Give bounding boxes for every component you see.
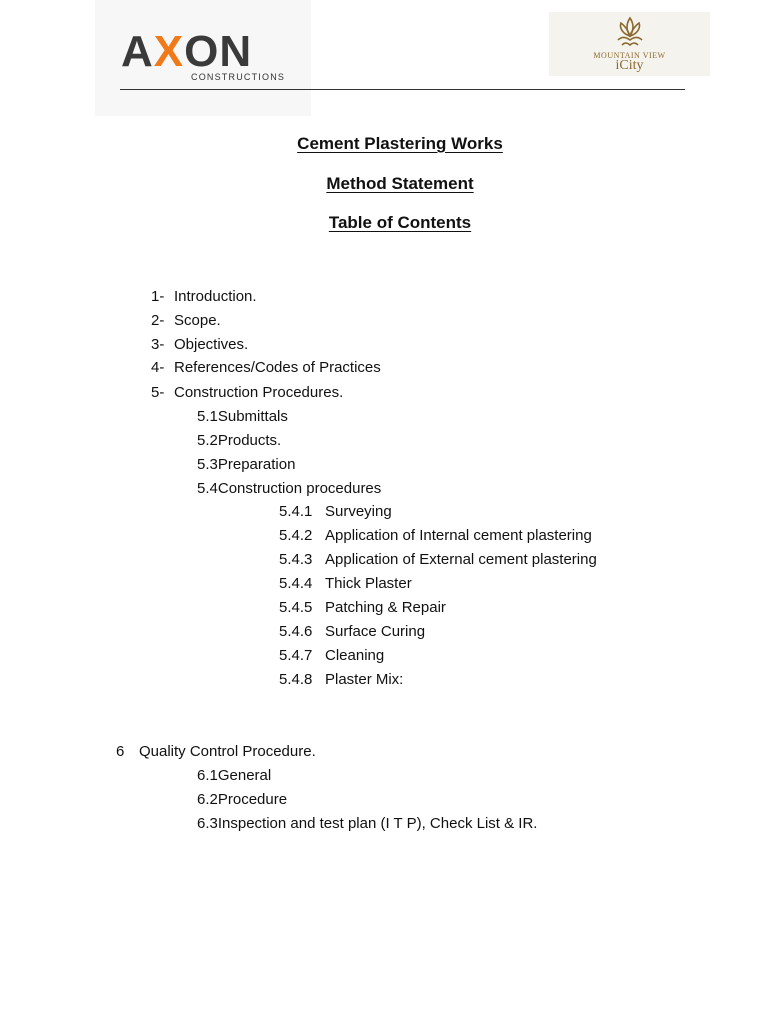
toc-subitem: 6.2Procedure xyxy=(197,791,288,808)
toc-subitem: 5.1Submittals xyxy=(197,408,288,425)
axon-logo-tagline: CONSTRUCTIONS xyxy=(191,72,286,82)
logo-line-icity: iCity xyxy=(615,58,644,73)
table-of-contents-heading: Table of Contents xyxy=(328,213,472,232)
mountain-view-icity-logo xyxy=(549,12,710,76)
toc-subitem: 6.3Inspection and test plan (I T P), Check List & IR. xyxy=(197,815,538,832)
axon-logo-accent-letter: X xyxy=(153,27,185,76)
toc-subitem: 5.3Preparation xyxy=(197,456,296,473)
toc-subsubitem: 5.4.3 Application of External cement plastering xyxy=(279,551,597,568)
toc-subitem: 5.2Products. xyxy=(197,432,282,449)
toc-item: 1- Introduction. xyxy=(151,288,257,305)
document-subtitle: Method Statement xyxy=(326,174,474,193)
toc-subsubitem: 5.4.1 Surveying xyxy=(279,503,392,520)
toc-subitem: 5.4Construction procedures xyxy=(197,480,382,497)
toc-item: 3- Objectives. xyxy=(151,336,249,353)
toc-subsubitem: 5.4.8 Plaster Mix: xyxy=(279,671,404,688)
toc-subsubitem: 5.4.6 Surface Curing xyxy=(279,623,426,640)
header-divider xyxy=(120,89,685,90)
logo-line-mountain-view: MOUNTAIN VIEW xyxy=(593,51,666,60)
toc-subsubitem: 5.4.5 Patching & Repair xyxy=(279,599,446,616)
toc-item: 5- Construction Procedures. xyxy=(151,384,344,401)
document-title: Cement Plastering Works xyxy=(297,134,503,153)
toc-subsubitem: 5.4.4 Thick Plaster xyxy=(279,575,412,592)
toc-subsubitem: 5.4.7 Cleaning xyxy=(279,647,385,664)
toc-subsubitem: 5.4.2 Application of Internal cement plastering xyxy=(279,527,592,544)
axon-logo-wordmark: AXON xyxy=(121,27,253,76)
lotus-emblem-icon xyxy=(613,16,647,50)
toc-item: 4- References/Codes of Practices xyxy=(151,359,381,376)
axon-constructions-logo xyxy=(95,0,311,116)
toc-item: 2- Scope. xyxy=(151,312,221,329)
toc-subitem: 6.1General xyxy=(197,767,272,784)
toc-item: 6 Quality Control Procedure. xyxy=(116,743,316,760)
